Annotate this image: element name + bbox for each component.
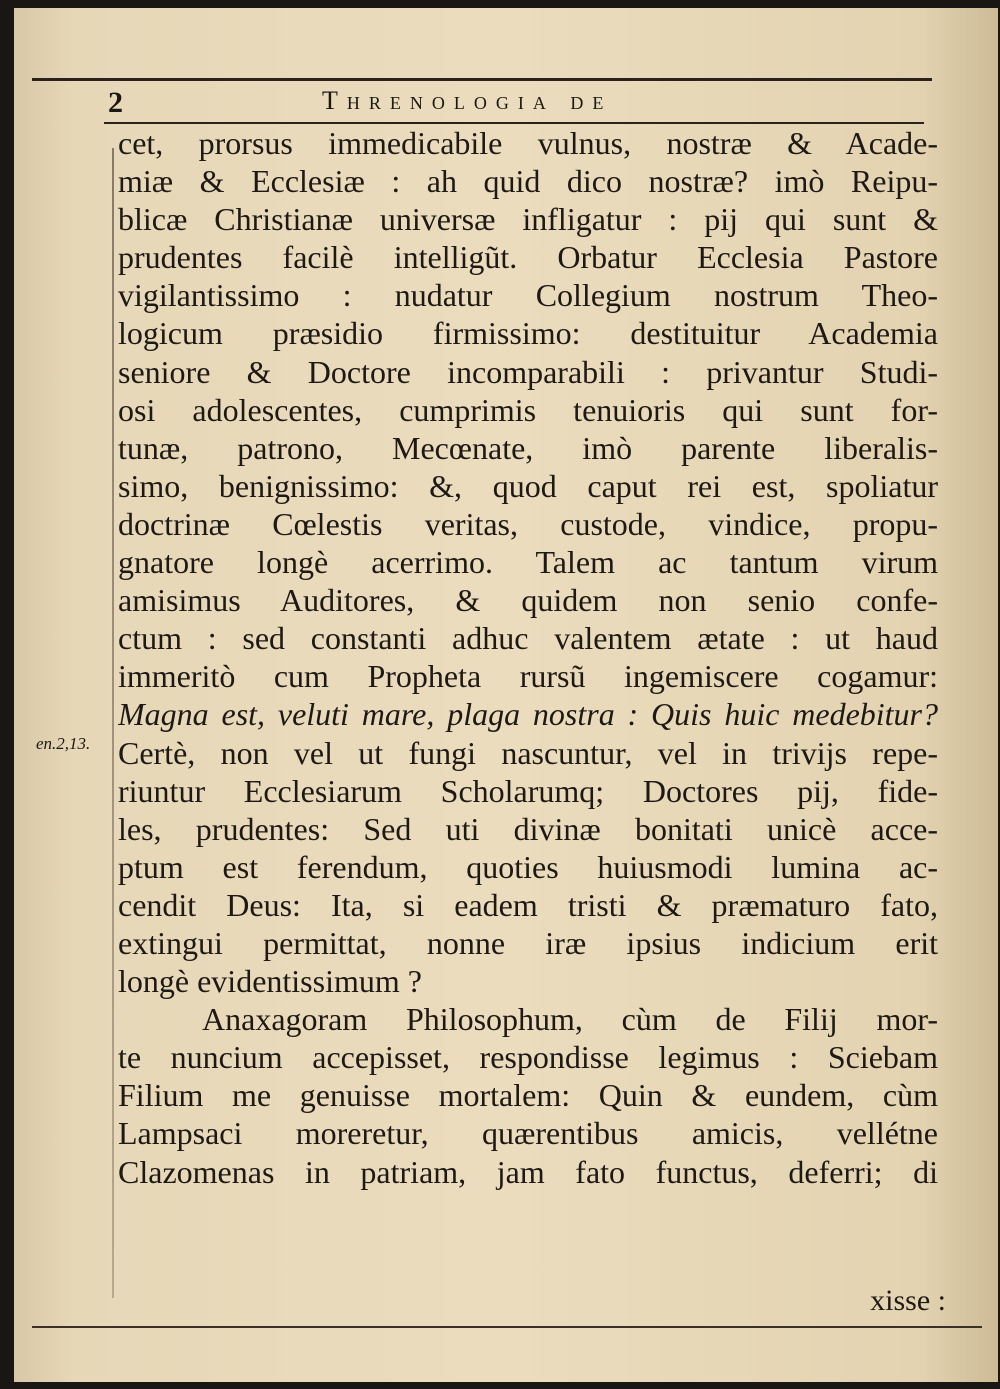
page-number: 2 <box>108 86 123 119</box>
text-line: Certè, non vel ut fungi nascuntur, vel in trivijs repe- <box>118 734 938 771</box>
text-line: ptum est ferendum, quoties huiusmodi lumina ac- <box>118 848 938 885</box>
paragraph-end-line: longè evidentissimum ? <box>118 963 422 1000</box>
text-line: te nuncium accepisset, respondisse legimus : Sciebam <box>118 1039 938 1076</box>
paragraph-start-line: Anaxagoram Philosophum, cùm de Filij mor- <box>202 1001 938 1038</box>
text-line: doctrinæ Cœlestis veritas, custode, vindice, propu- <box>118 505 938 542</box>
text-line: amisimus Auditores, & quidem non senio confe- <box>118 582 938 619</box>
text-line: osi adolescentes, cumprimis tenuioris qui sunt for- <box>118 391 938 428</box>
bottom-rule <box>32 1326 982 1328</box>
scripture-quote-line: Magna est, veluti mare, plaga nostra : Quis huic medebitur? <box>118 696 938 733</box>
running-title: Threnologia de <box>322 86 613 115</box>
text-line: cet, prorsus immedicabile vulnus, nostræ & Acade- <box>118 125 938 161</box>
text-line: Clazomenas in patriam, jam fato functus, deferri; di <box>118 1153 938 1190</box>
text-line: logicum præsidio firmissimo: destituitur Academia <box>118 315 938 352</box>
text-line: Filium me genuisse mortalem: Quin & eundem, cùm <box>118 1077 938 1114</box>
text-line: simo, benignissimo: &, quod caput rei est, spoliatur <box>118 467 938 504</box>
body-text <box>118 124 938 1191</box>
catchword: xisse : <box>870 1284 946 1317</box>
text-line: les, prudentes: Sed uti divinæ bonitati unicè acce- <box>118 810 938 847</box>
text-line: extingui permittat, nonne iræ ipsius indicium erit <box>118 924 938 961</box>
text-line: riuntur Ecclesiarum Scholarumq; Doctores pij, fide- <box>118 772 938 809</box>
text-line: prudentes facilè intelligũt. Orbatur Ecclesia Pastore <box>118 239 938 276</box>
text-line: ctum : sed constanti adhuc valentem ætate : ut haud <box>118 620 938 657</box>
text-line: Lampsaci moreretur, quærentibus amicis, vellétne <box>118 1115 938 1152</box>
text-line: seniore & Doctore incomparabili : privantur Studi- <box>118 353 938 390</box>
text-line: blicæ Christianæ universæ infligatur : pij qui sunt & <box>118 201 938 238</box>
margin-note: en.2,13. <box>36 734 91 753</box>
text-line: tunæ, patrono, Mecœnate, imò parente liberalis- <box>118 429 938 466</box>
text-line: gnatore longè acerrimo. Talem ac tantum virum <box>118 544 938 581</box>
book-page <box>14 8 998 1382</box>
text-line: vigilantissimo : nudatur Collegium nostrum Theo- <box>118 277 938 314</box>
top-rule <box>32 78 932 81</box>
text-block-edge <box>112 148 114 1298</box>
text-line: cendit Deus: Ita, si eadem tristi & præmaturo fato, <box>118 886 938 923</box>
text-line: immeritò cum Propheta rursũ ingemiscere cogamur: <box>118 658 938 695</box>
page-header <box>104 84 924 124</box>
text-line: miæ & Ecclesiæ : ah quid dico nostræ? imò Reipu- <box>118 163 938 200</box>
